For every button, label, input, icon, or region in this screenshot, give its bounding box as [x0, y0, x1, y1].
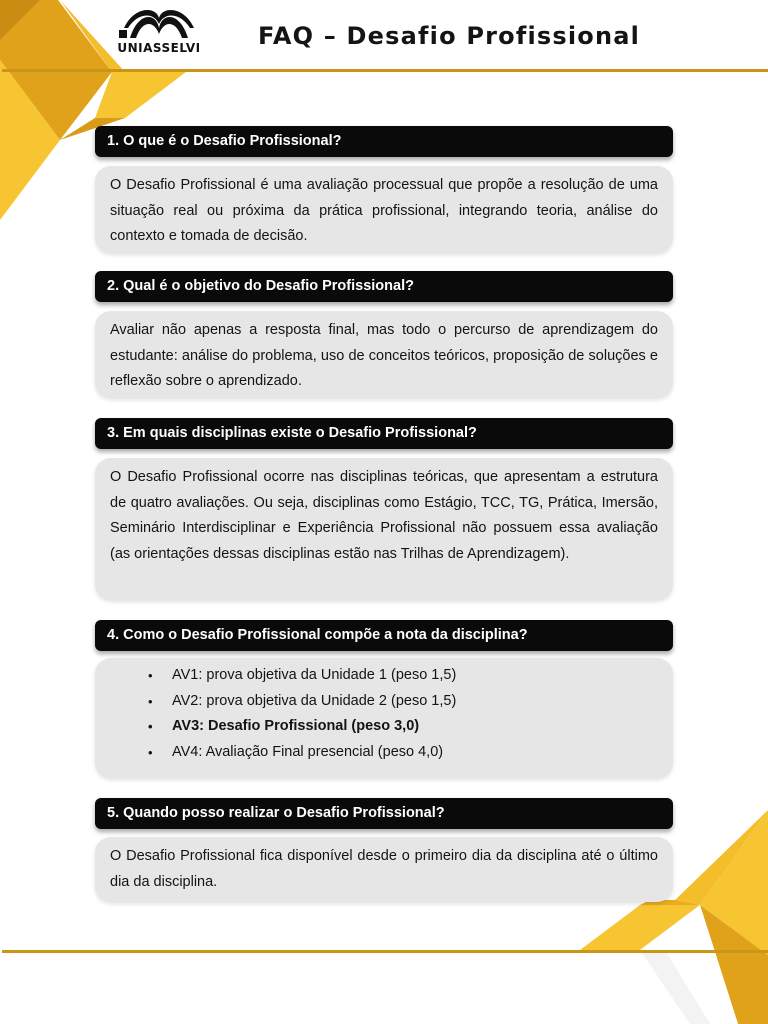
- list-item: • AV3: Desafio Profissional (peso 3,0): [148, 714, 658, 740]
- faq-answer-3: O Desafio Profissional ocorre nas disciplinas teóricas, que apresentam a estrutura de quatro avaliações. Ou seja, disciplinas como Estágio, TCC, TG, Prática, Imersão, Seminário Interdisciplinar e Experiência Profissional não possuem essa avaliação (as orientações dessas disciplinas estão nas Trilhas de Aprendizagem).: [95, 458, 673, 600]
- list-item: • AV1: prova objetiva da Unidade 1 (peso 1,5): [148, 663, 658, 689]
- faq-question-3: 3. Em quais disciplinas existe o Desafio Profissional?: [95, 418, 673, 449]
- faq-question-4: 4. Como o Desafio Profissional compõe a nota da disciplina?: [95, 620, 673, 651]
- header-divider: [2, 69, 768, 72]
- faq-question-2: 2. Qual é o objetivo do Desafio Profissional?: [95, 271, 673, 302]
- faq-answer-2: Avaliar não apenas a resposta final, mas todo o percurso de aprendizagem do estudante: análise do problema, uso de conceitos teóricos, proposição de soluções e reflexão sobre o aprendizado.: [95, 311, 673, 398]
- list-item: • AV4: Avaliação Final presencial (peso 4,0): [148, 740, 658, 766]
- open-book-icon: [116, 8, 202, 42]
- uniasselvi-logo: [116, 8, 202, 58]
- faq-answer-4: [95, 658, 673, 778]
- page-title: FAQ – Desafio Profissional: [258, 22, 641, 50]
- grade-composition-list: [110, 663, 658, 765]
- header: [0, 0, 768, 72]
- logo-text: UNIASSELVI: [117, 41, 201, 55]
- footer-divider: [2, 950, 768, 953]
- faq-answer-5: O Desafio Profissional fica disponível desde o primeiro dia da disciplina até o último dia da disciplina.: [95, 837, 673, 902]
- faq-question-1: 1. O que é o Desafio Profissional?: [95, 126, 673, 157]
- list-item: • AV2: prova objetiva da Unidade 2 (peso 1,5): [148, 689, 658, 715]
- faq-question-5: 5. Quando posso realizar o Desafio Profissional?: [95, 798, 673, 829]
- faq-answer-1: O Desafio Profissional é uma avaliação processual que propõe a resolução de uma situação real ou próxima da prática profissional, integrando teoria, análise do contexto e tomada de decisão.: [95, 166, 673, 253]
